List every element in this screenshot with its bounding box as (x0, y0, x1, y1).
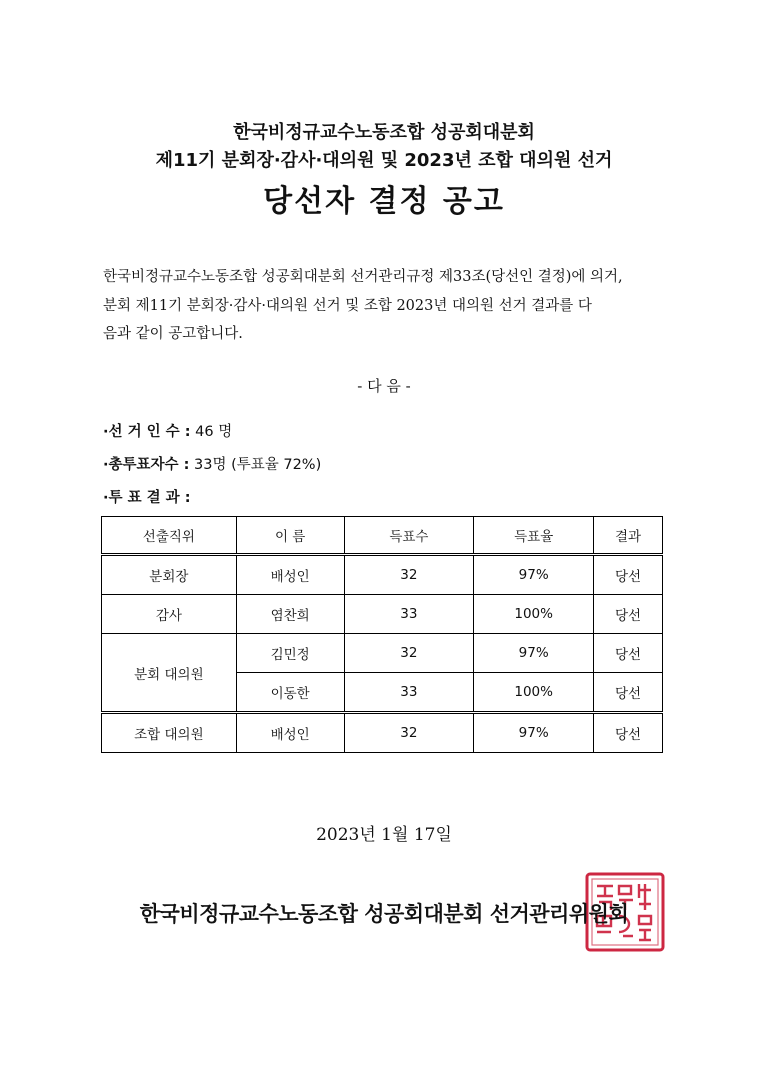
body-text-line-3: 음과 같이 공고합니다. (103, 326, 243, 342)
voter-count-value: 46 명 (195, 424, 233, 440)
cell-votes: 33 (344, 595, 474, 634)
cell-rate: 97% (474, 634, 594, 673)
cell-votes: 33 (344, 673, 474, 713)
cell-position: 감사 (102, 595, 237, 634)
voter-count-item (103, 420, 232, 441)
cell-position: 분회장 (102, 555, 237, 595)
cell-position: 조합 대의원 (102, 713, 237, 753)
issuing-organization: 한국비정규교수노동조합 성공회대분회 선거관리위원회 (139, 902, 629, 926)
cell-votes: 32 (344, 713, 474, 753)
cell-rate: 97% (474, 555, 594, 595)
voter-count-label: ·선 거 인 수 : (103, 424, 191, 440)
header-cell-position: 선출직위 (102, 517, 237, 555)
header-cell-votes: 득표수 (344, 517, 474, 555)
result-item (103, 486, 191, 507)
body-text-line-2: 분회 제11기 분회장·감사·대의원 선거 및 조합 2023년 대의원 선거 결과를 다 (103, 298, 592, 314)
cell-votes: 32 (344, 555, 474, 595)
cell-name: 배성인 (236, 555, 344, 595)
header-cell-rate: 득표율 (474, 517, 594, 555)
result-label: ·투 표 결 과 : (103, 490, 191, 506)
page-title: 당선자 결정 공고 (263, 184, 505, 219)
cell-result: 당선 (594, 634, 663, 673)
cell-name: 배성인 (236, 713, 344, 753)
cell-votes: 32 (344, 634, 474, 673)
table-row (102, 555, 663, 595)
turnout-value: 33명 (투표율 72%) (194, 457, 322, 473)
table-header-row (102, 517, 663, 555)
cell-result: 당선 (594, 595, 663, 634)
cell-name: 염찬희 (236, 595, 344, 634)
cell-result: 당선 (594, 673, 663, 713)
turnout-item (103, 453, 321, 474)
cell-position: 분회 대의원 (102, 634, 237, 713)
cell-name: 이동한 (236, 673, 344, 713)
header-election-name: 제11기 분회장·감사·대의원 및 2023년 조합 대의원 선거 (155, 150, 613, 171)
results-table (101, 516, 663, 753)
cell-result: 당선 (594, 555, 663, 595)
turnout-label: ·총투표자수 : (103, 457, 190, 473)
section-heading: - 다 음 - (357, 377, 411, 395)
table-row (102, 595, 663, 634)
body-text-line-1: 한국비정규교수노동조합 성공회대분회 선거관리규정 제33조(당선인 결정)에 의거, (103, 269, 623, 285)
cell-rate: 100% (474, 673, 594, 713)
header-cell-name: 이 름 (236, 517, 344, 555)
table-row (102, 634, 663, 673)
cell-name: 김민정 (236, 634, 344, 673)
cell-rate: 97% (474, 713, 594, 753)
announcement-date: 2023년 1월 17일 (316, 825, 452, 845)
header-cell-result: 결과 (594, 517, 663, 555)
header-union-name: 한국비정규교수노동조합 성공회대분회 (233, 122, 535, 143)
cell-rate: 100% (474, 595, 594, 634)
cell-result: 당선 (594, 713, 663, 753)
table-row (102, 713, 663, 753)
